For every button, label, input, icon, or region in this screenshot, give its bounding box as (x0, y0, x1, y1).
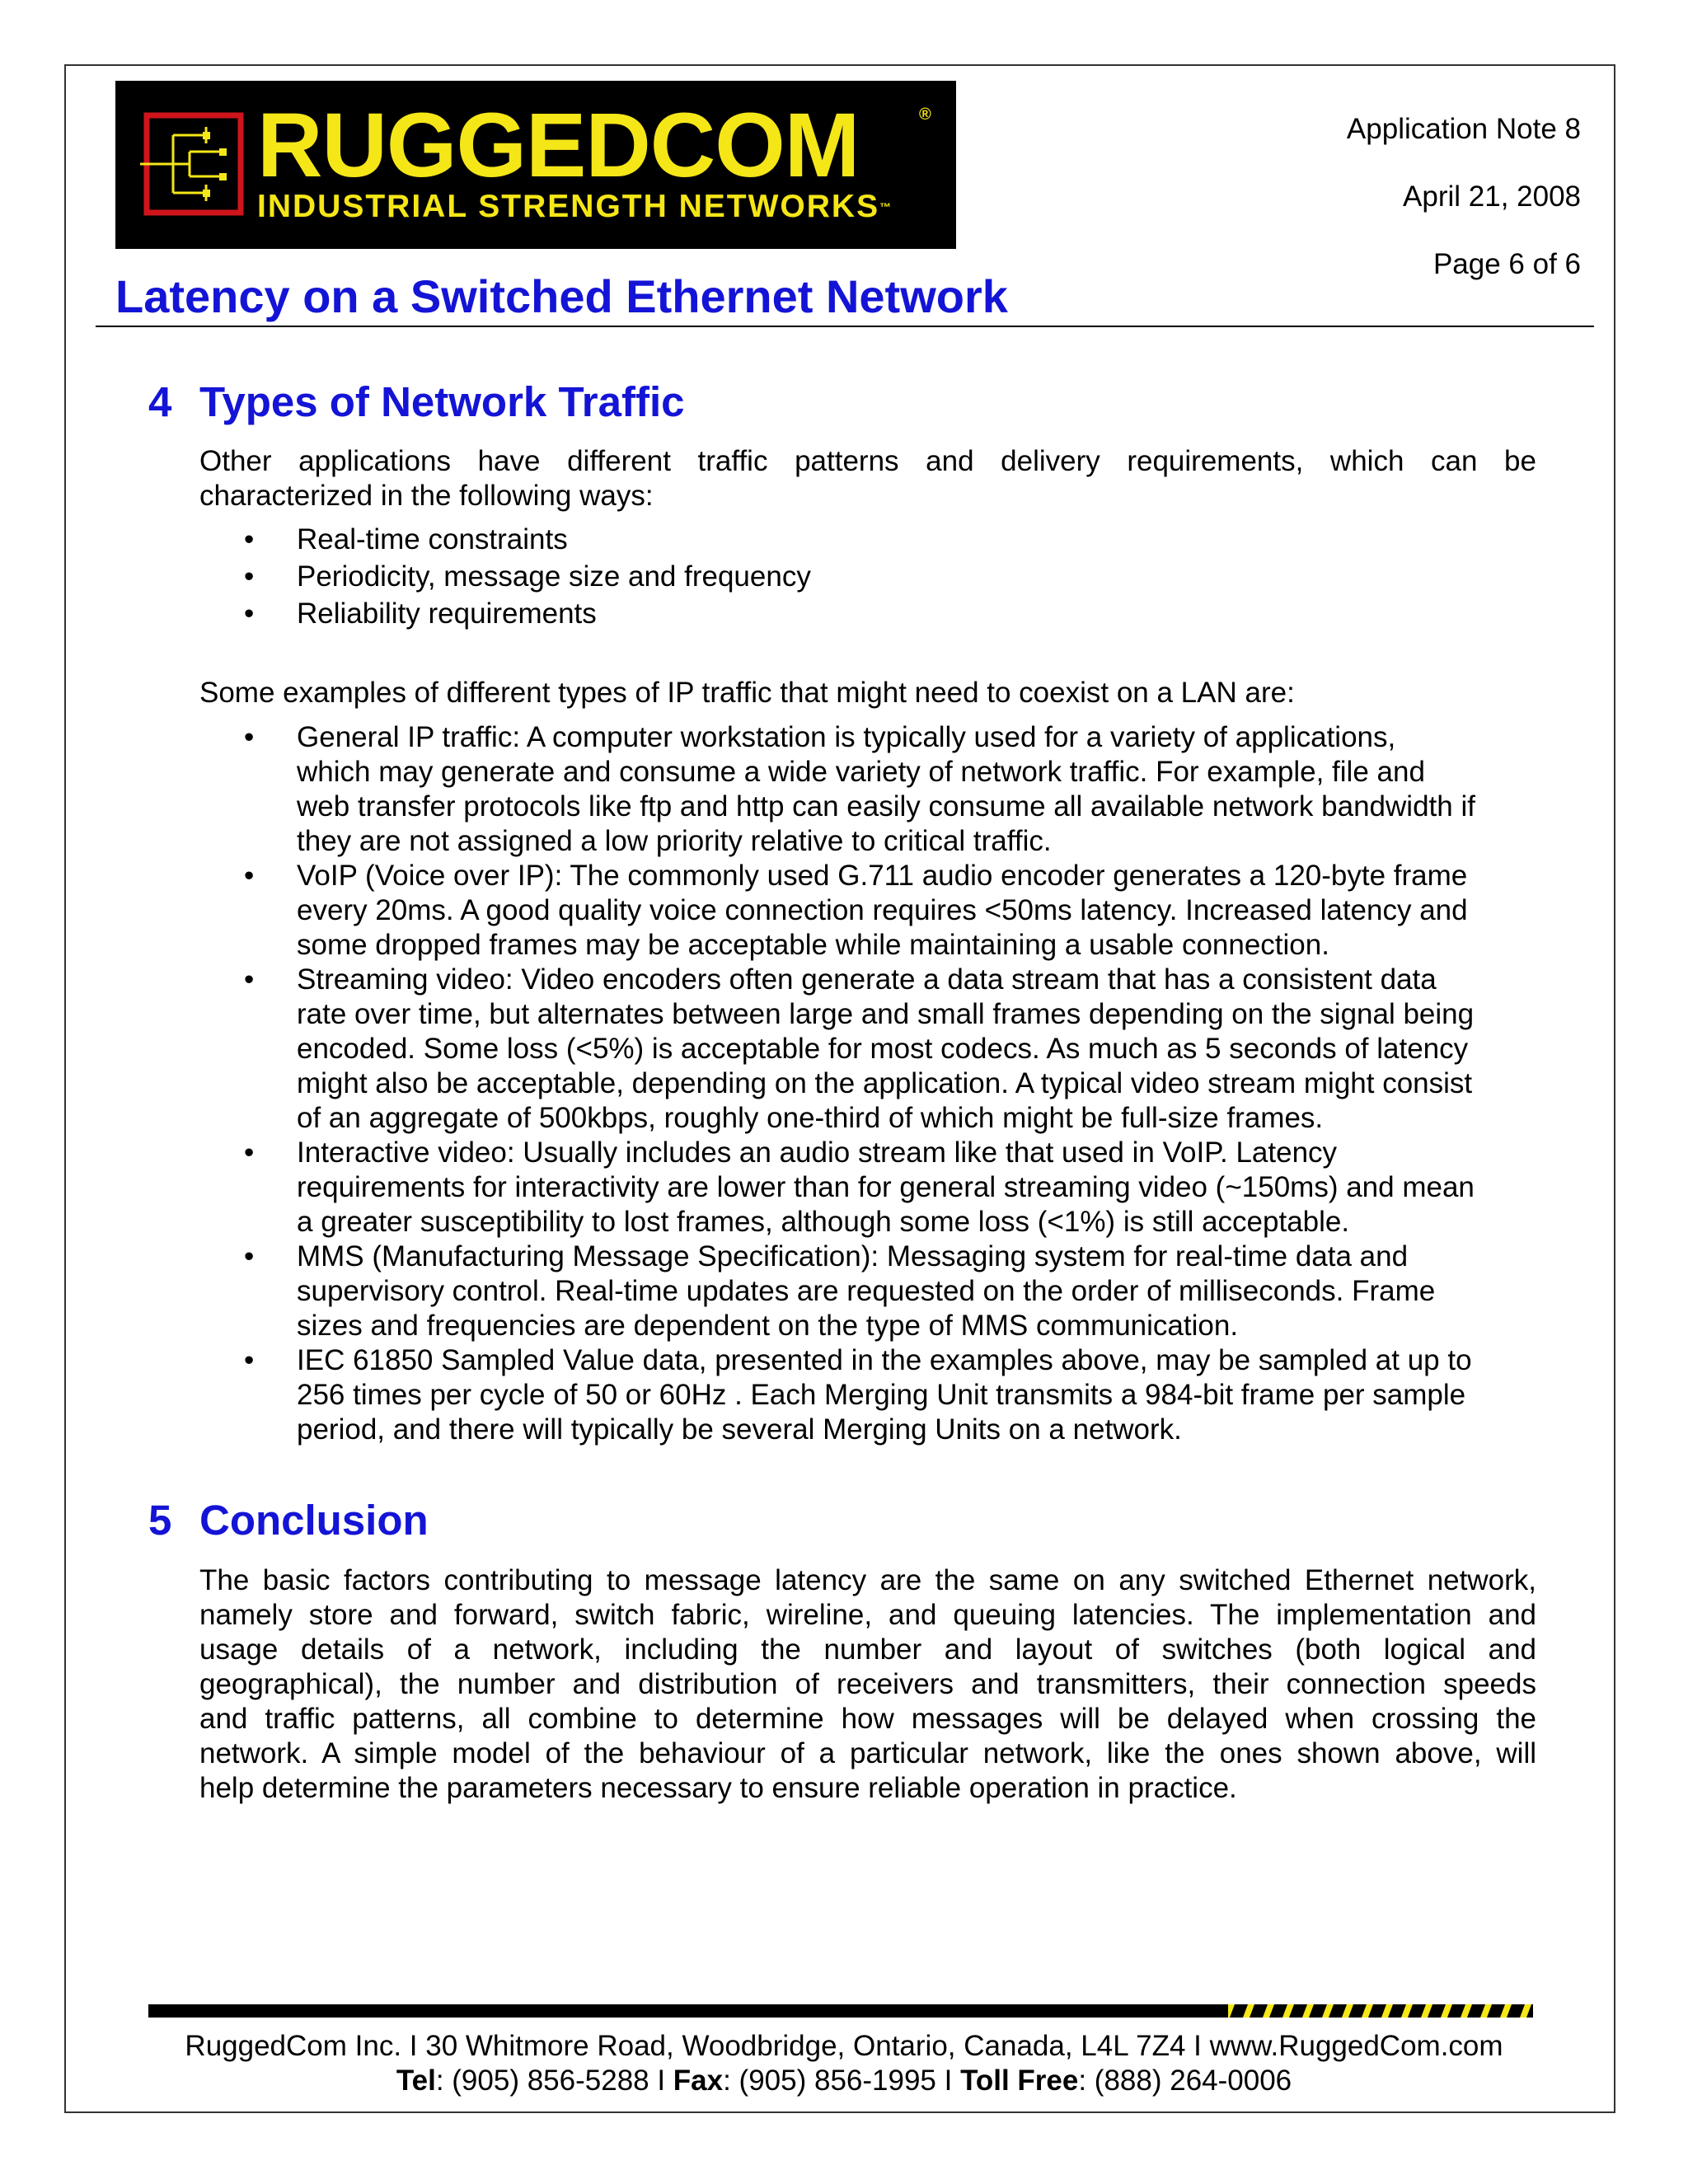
section-4-heading (148, 377, 685, 427)
footer-address: RuggedCom Inc. I 30 Whitmore Road, Woodbridge, Ontario, Canada, L4L 7Z4 I www.RuggedCom.com (185, 2030, 1503, 2062)
tel-value: : (905) 856-5288 I (435, 2064, 673, 2097)
logo-wordmark: RUGGEDCOM (257, 95, 860, 196)
bullet-icon: • (244, 721, 255, 753)
list-item-line: Interactive video: Usually includes an audio stream like that used in VoIP. Latency (297, 1137, 1338, 1169)
list-item-line: MMS (Manufacturing Message Specification): Messaging system for real-time data and (297, 1240, 1409, 1272)
bullet-icon: • (244, 1137, 255, 1169)
list-item (199, 963, 1536, 1136)
list-item-line: rate over time, but alternates between large and small frames depending on the signal being (297, 998, 1475, 1030)
header-divider (96, 326, 1594, 327)
list-item-line: a greater susceptibility to lost frames, although some loss (<1%) is still acceptable. (297, 1206, 1350, 1238)
bullet-icon: • (244, 860, 255, 892)
list-item (199, 597, 1536, 631)
logo-tagline-text: INDUSTRIAL STRENGTH NETWORKS (257, 189, 880, 224)
section-5-heading (148, 1496, 429, 1545)
section-title: Types of Network Traffic (199, 378, 685, 425)
traffic-characteristics-list (199, 523, 1536, 631)
list-item-line: Streaming video: Video encoders often generate a data stream that has a consistent data (297, 963, 1437, 996)
bullet-icon: • (244, 523, 255, 555)
list-item-line: sizes and frequencies are dependent on the type of MMS communication. (297, 1310, 1239, 1342)
section-number: 5 (148, 1497, 172, 1544)
logo-tagline (257, 190, 893, 223)
paragraph-line: help determine the parameters necessary to ensure reliable operation in practice. (199, 1772, 1237, 1804)
list-item-line: General IP traffic: A computer workstation is typically used for a variety of applications, (297, 721, 1396, 753)
list-item-line: period, and there will typically be several Merging Units on a network. (297, 1413, 1182, 1446)
list-item (199, 1136, 1536, 1240)
list-item-line: 256 times per cycle of 50 or 60Hz . Each Merging Unit transmits a 984-bit frame per sample (297, 1379, 1466, 1411)
list-item (199, 1240, 1536, 1343)
paragraph-line: usage details of a network, including the number and layout of switches (both logical and (199, 1633, 1536, 1666)
logo-trademark: ™ (879, 200, 893, 213)
paragraph-line: characterized in the following ways: (199, 480, 654, 512)
circuit-mark-icon (140, 110, 247, 218)
list-item (199, 523, 1536, 557)
list-item-line: which may generate and consume a wide variety of network traffic. For example, file and (297, 756, 1425, 788)
ip-traffic-examples-list (199, 720, 1536, 1447)
logo-registered-mark: ® (919, 105, 931, 124)
list-item-line: IEC 61850 Sampled Value data, presented in the examples above, may be sampled at up to (297, 1344, 1472, 1376)
examples-intro (199, 676, 1536, 710)
list-item-line: Reliability requirements (297, 598, 597, 630)
document-date: April 21, 2008 (1403, 180, 1581, 213)
list-item-line: web transfer protocols like ftp and http can easily consume all available network bandwidth if (297, 790, 1475, 823)
page-number: Page 6 of 6 (1432, 248, 1581, 280)
footer-hazard-bar (148, 2004, 1533, 2018)
list-item-line: some dropped frames may be acceptable while maintaining a usable connection. (297, 929, 1329, 961)
fax-label: Fax (673, 2064, 724, 2097)
section-4-intro (199, 444, 1536, 513)
paragraph-line: namely store and forward, switch fabric, wireline, and queuing latencies. The implementation and (199, 1599, 1536, 1631)
application-note-label: Application Note 8 (1346, 113, 1581, 145)
paragraph-line: network. A simple model of the behaviour of a particular network, like the ones shown above, will (199, 1737, 1536, 1769)
section-number: 4 (148, 378, 172, 425)
paragraph-line: Some examples of different types of IP traffic that might need to coexist on a LAN are: (199, 677, 1295, 709)
toll-free-label: Toll Free (960, 2064, 1079, 2097)
list-item-line: Periodicity, message size and frequency (297, 560, 811, 593)
list-item-line: they are not assigned a low priority relative to critical traffic. (297, 825, 1052, 857)
list-item-line: encoded. Some loss (<5%) is acceptable for most codecs. As much as 5 seconds of latency (297, 1033, 1469, 1065)
list-item (199, 859, 1536, 963)
fax-value: : (905) 856-1995 I (723, 2064, 961, 2097)
conclusion-paragraph (199, 1563, 1536, 1806)
toll-free-value: : (888) 264-0006 (1078, 2064, 1292, 2097)
paragraph-line: geographical), the number and distribution of receivers and transmitters, their connection speeds (199, 1668, 1536, 1700)
list-item-line: of an aggregate of 500kbps, roughly one-third of which might be full-size frames. (297, 1102, 1324, 1134)
bullet-icon: • (244, 560, 255, 593)
ruggedcom-logo (115, 81, 956, 249)
list-item-line: Real-time constraints (297, 523, 568, 555)
list-item (199, 560, 1536, 594)
list-item (199, 720, 1536, 859)
paragraph-line: Other applications have different traffic patterns and delivery requirements, which can be (199, 445, 1536, 477)
list-item-line: requirements for interactivity are lower than for general streaming video (~150ms) and mean (297, 1171, 1475, 1203)
bullet-icon: • (244, 963, 255, 996)
list-item-line: VoIP (Voice over IP): The commonly used G.711 audio encoder generates a 120-byte frame (297, 860, 1468, 892)
footer-contact (0, 2064, 1688, 2098)
paragraph-line: and traffic patterns, all combine to determine how messages will be delayed when crossing the (199, 1703, 1536, 1735)
document-title: Latency on a Switched Ethernet Network (115, 270, 1008, 322)
list-item (199, 1343, 1536, 1447)
bullet-icon: • (244, 598, 255, 630)
bullet-icon: • (244, 1240, 255, 1272)
bullet-icon: • (244, 1344, 255, 1376)
tel-label: Tel (396, 2064, 436, 2097)
list-item-line: every 20ms. A good quality voice connection requires <50ms latency. Increased latency and (297, 894, 1468, 926)
section-title: Conclusion (199, 1497, 429, 1544)
paragraph-line: The basic factors contributing to message latency are the same on any switched Ethernet network, (199, 1564, 1536, 1596)
list-item-line: supervisory control. Real-time updates are requested on the order of milliseconds. Frame (297, 1275, 1436, 1307)
list-item-line: might also be acceptable, depending on the application. A typical video stream might consist (297, 1067, 1473, 1099)
